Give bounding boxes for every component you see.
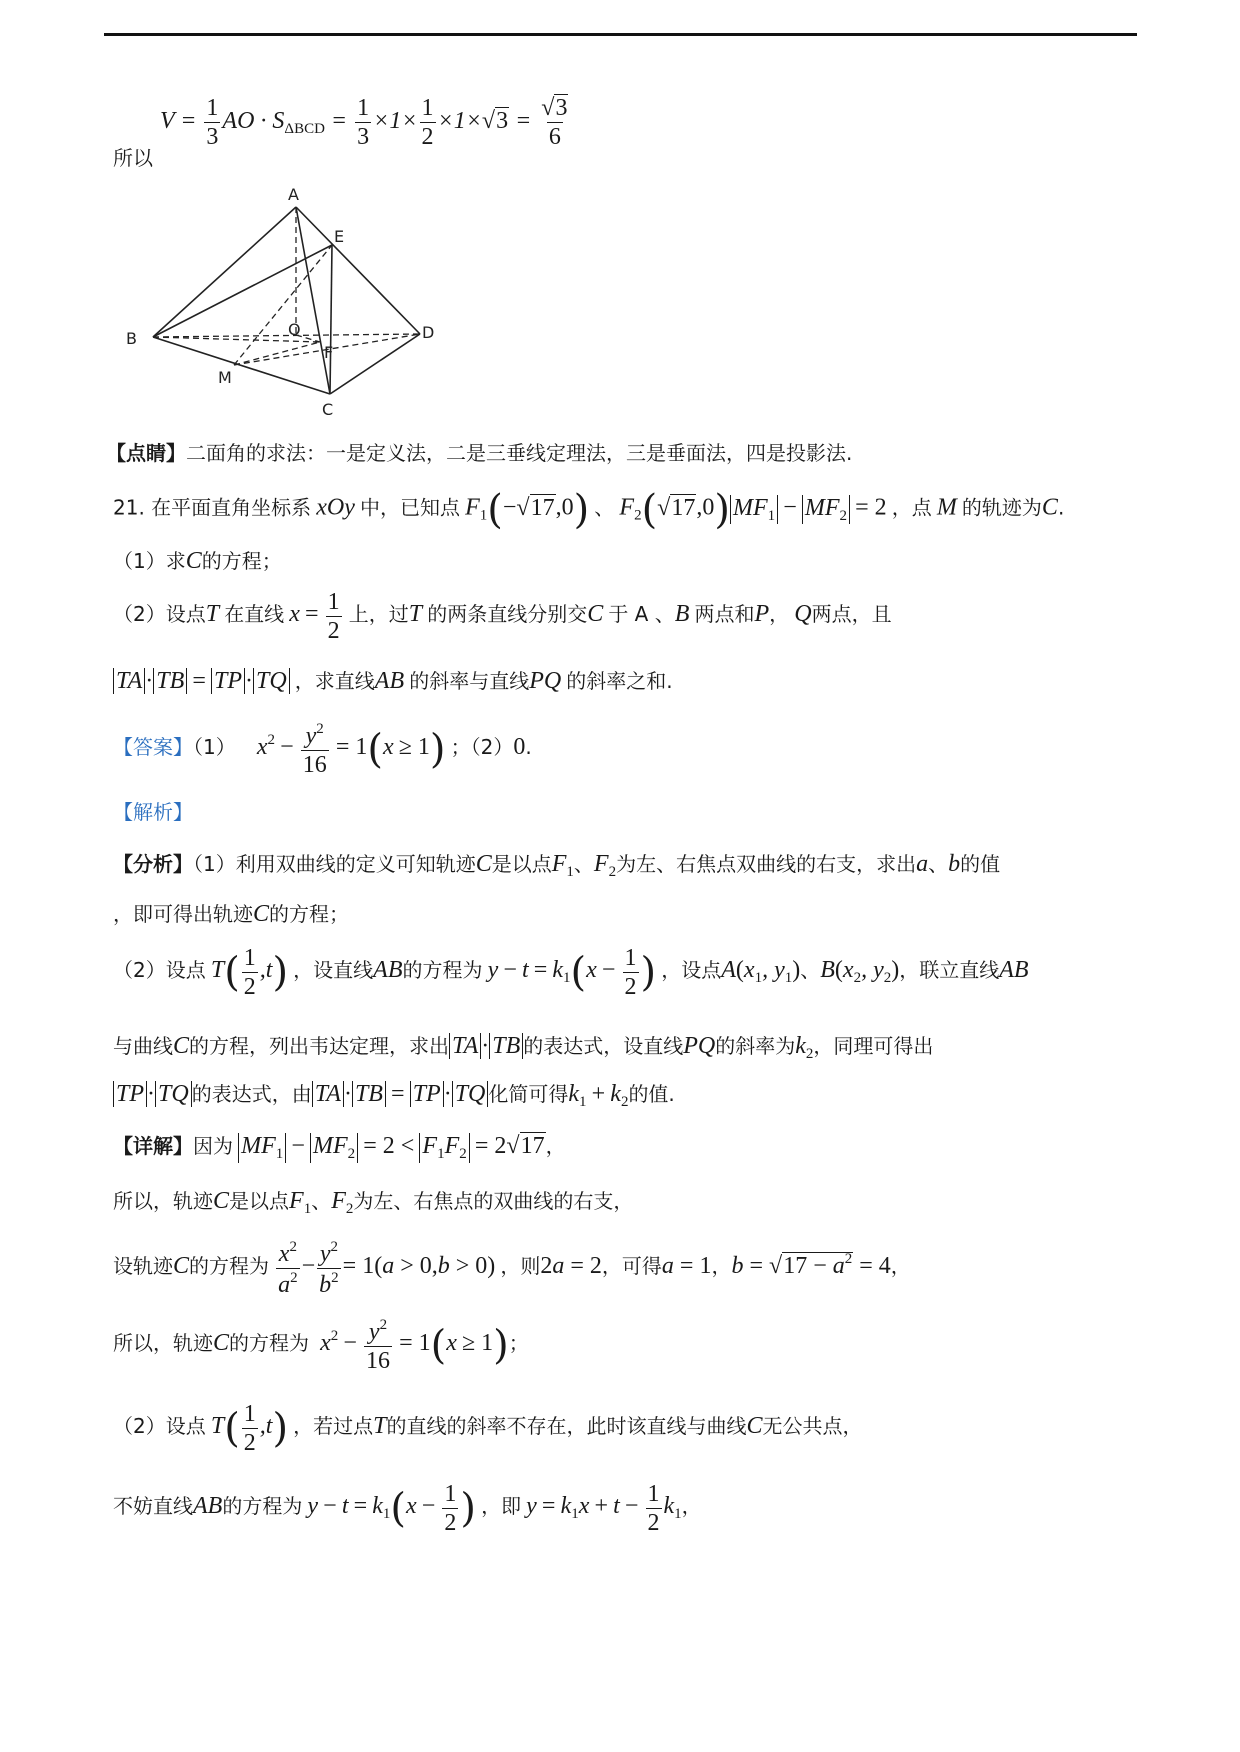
tip-line: [106, 437, 852, 466]
edge-AB: [153, 207, 296, 337]
label-E: E: [334, 227, 345, 246]
label-M: M: [218, 368, 232, 387]
analysis-line3: （2）设点 T( $\frac{1}{2}$ ,t) ，设直线AB的方程为 y − t = k1(x − $\frac{1}{2}$ ) ，设点A(x1, y1)、B(x2, y2)，联立直线AB: [113, 945, 1029, 1000]
analysis-line4: 与曲线C的方程，列出韦达定理，求出 TA · TB 的表达式，设直线PQ的斜率为k2，同理可得出: [113, 1033, 934, 1062]
question-21-part2-line2: TA · TB = TP · TQ ，求直线AB 的斜率与直线PQ 的斜率之和.: [113, 665, 673, 695]
volume-intro: 所以: [113, 146, 153, 170]
edge-BE: [153, 245, 332, 337]
volume-formula: V = $\frac{1}{3}$ AO · $S_{\Delta BCD}$ = $\frac{1}{3}$ ×1× $\frac{1}{2}$ ×1×√3 = $\frac{√3}{6}$: [160, 95, 568, 150]
edge-BC: [153, 337, 330, 394]
tip-text: 二面角的求法：一是定义法，二是三垂线定理法，三是垂面法，四是投影法.: [186, 441, 853, 465]
detail-line2: 所以，轨迹C是以点F1、F2为左、右焦点的双曲线的右支，: [113, 1188, 634, 1217]
detail-line5: （2）设点 T( $\frac{1}{2}$ ,t) ，若过点T的直线的斜率不存在，此时该直线与曲线C无公共点，: [113, 1401, 863, 1456]
analysis-line2: ，即可得出轨迹C的方程；: [113, 901, 350, 927]
analysis-line5: TP · TQ 的表达式，由 TA · TB = TP · TQ 化简可得k1 + k2的值.: [113, 1078, 675, 1111]
detail-line3: 设轨迹C的方程为 $\frac{x^2}{a^2}$ − $\frac{y^2}{b^2}$ = 1(a > 0,b > 0) ，则2a = 2，可得a = 1，$b = √17 - a^2 = 4$，: [113, 1239, 911, 1298]
tip-tag: 【点睛】: [106, 441, 186, 465]
question-21-part2-line1: （2）设点T 在直线 x = $\frac{1}{2}$ 上，过T 的两条直线分别交C 于 A 、B 两点和P， Q两点，且: [113, 589, 892, 644]
label-B: B: [126, 329, 137, 348]
analysis-header-tag: 【解析】: [113, 800, 193, 824]
answer-line: 【答案】（1） x2 − $\frac{y^2}{16}$ = 1(x ≥ 1) ；（2）0.: [113, 721, 532, 778]
page-top-rule: [104, 33, 1137, 36]
detail-line6: 不妨直线AB的方程为 y − t = k1(x − $\frac{1}{2}$ ) ，即 y = k1x + t − $\frac{1}{2}$ k1，: [113, 1481, 702, 1536]
answer-tag: 【答案】: [113, 735, 193, 759]
label-O: O: [288, 320, 301, 339]
edge-ME: [234, 245, 332, 365]
detail-line1: 【详解】因为 $MF_1 - MF_2 = 2 < F_1F_2 = 2√17$，: [113, 1133, 566, 1162]
detail-line4: 所以，轨迹C的方程为 x2 − $\frac{y^2}{16}$ = 1(x ≥ 1)；: [113, 1317, 529, 1374]
question-21-part1: （1）求C的方程；: [113, 548, 282, 574]
analysis-line1: 【分析】（1）利用双曲线的定义可知轨迹C是以点F1、F2为左、右焦点双曲线的右支，求出a、b的值: [113, 851, 1001, 880]
edge-MF: [234, 342, 320, 365]
edge-CD: [330, 334, 420, 394]
edge-AC: [296, 207, 330, 394]
label-F: F: [324, 343, 334, 362]
edge-BD: [153, 334, 420, 337]
label-D: D: [422, 323, 435, 342]
pyramid-figure: [120, 180, 440, 420]
label-A: A: [288, 185, 299, 204]
edge-AD: [296, 207, 420, 334]
edge-EC: [330, 245, 332, 394]
question-21-line1: 21. 在平面直角坐标系 xOy 中，已知点 F1(−√17,0) 、 F2(√17,0) $MF_1 - MF_2 = 2$ ，点 M 的轨迹为C.: [113, 487, 1065, 533]
label-C: C: [322, 400, 334, 419]
